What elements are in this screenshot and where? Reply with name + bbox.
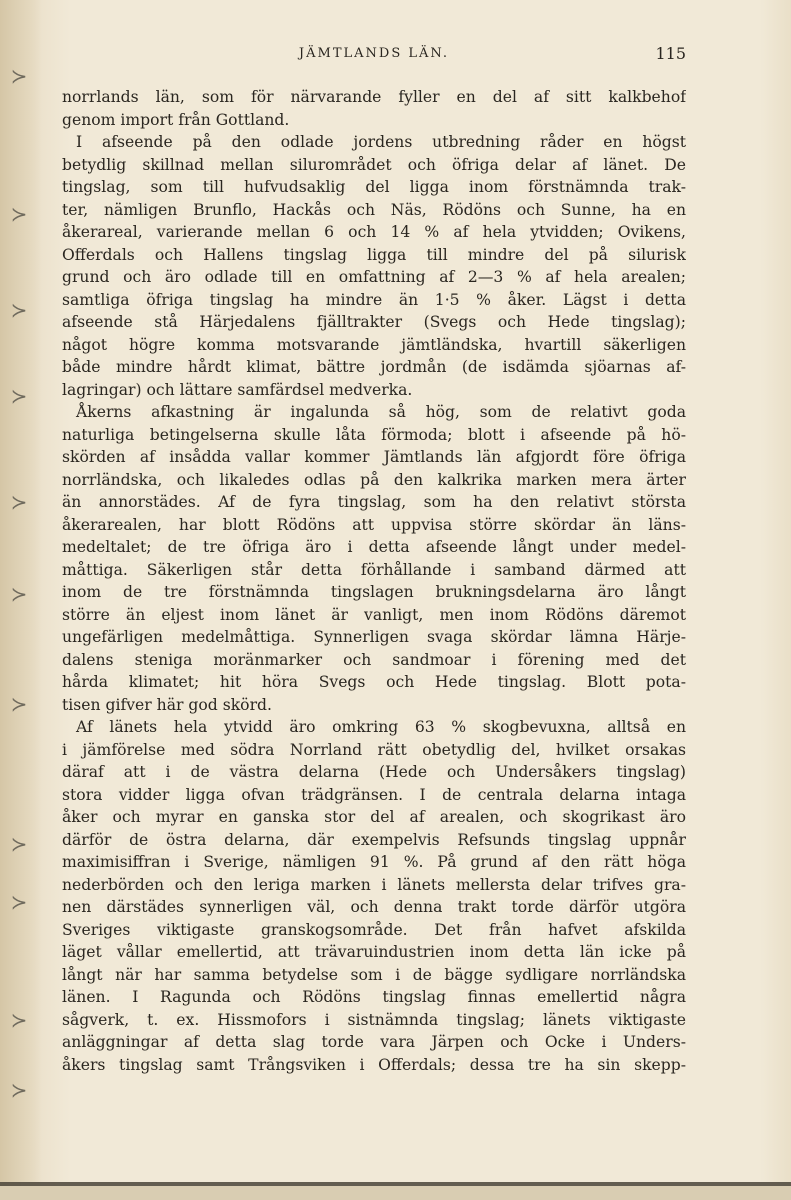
text-line: inom de tre förstnämnda tingslagen brukningsdelarna äro långt bbox=[62, 583, 686, 601]
text-line: ter, nämligen Brunflo, Hackås och Näs, Rödöns och Sunne, ha en bbox=[62, 200, 686, 219]
text-line: åkers tingslag samt Trångsviken i Offerdals; dessa tre ha sin skepp- bbox=[62, 1055, 686, 1074]
text-line: åkerarealen, har blott Rödöns att uppvisa större skördar än läns- bbox=[62, 515, 686, 534]
text-line: skörden af insådda vallar kommer Jämtlands län afgjordt före öfriga bbox=[62, 448, 686, 466]
text-line: tingslag, som till hufvudsaklig del ligga inom förstnämnda trak- bbox=[62, 178, 686, 196]
text-line: Offerdals och Hallens tingslag ligga till mindre del på silurisk bbox=[62, 245, 686, 264]
binding-stub-mark: ≻ bbox=[10, 64, 28, 88]
binding-stub-mark: ≻ bbox=[10, 692, 28, 716]
text-line: läget vållar emellertid, att trävaruindustrien inom detta län icke på bbox=[62, 943, 686, 961]
text-line: genom import från Gottland. bbox=[62, 110, 290, 129]
binding-stub-mark: ≻ bbox=[10, 1008, 28, 1032]
text-line: dalens steniga moränmarker och sandmoar i förening med det bbox=[62, 650, 686, 669]
text-line: åkerareal, varierande mellan 6 och 14 % af hela ytvidden; Ovikens, bbox=[62, 223, 686, 241]
page-number: 115 bbox=[655, 44, 686, 63]
page-header bbox=[62, 46, 686, 68]
binding-stub-mark: ≻ bbox=[10, 298, 28, 322]
text-line: däraf att i de västra delarna (Hede och Undersåkers tingslag) bbox=[62, 763, 686, 781]
text-line: medeltalet; de tre öfriga äro i detta afseende långt under medel- bbox=[62, 538, 686, 556]
text-line: anläggningar af detta slag torde vara Järpen och Ocke i Unders- bbox=[62, 1033, 686, 1051]
binding-stub-mark: ≻ bbox=[10, 582, 28, 606]
binding-stub-mark: ≻ bbox=[10, 490, 28, 514]
text-line: lagringar) och lättare samfärdsel medverka. bbox=[62, 380, 413, 399]
page-bottom-edge bbox=[0, 1186, 791, 1200]
text-line: nederbörden och den leriga marken i länets mellersta delar trifves gra- bbox=[62, 875, 686, 894]
text-line: måttiga. Säkerligen står detta förhållande i samband därmed att bbox=[62, 560, 686, 579]
text-line: både mindre hårdt klimat, bättre jordmån (de isdämda sjöarnas af- bbox=[62, 358, 686, 376]
binding-stub-mark: ≻ bbox=[10, 384, 28, 408]
text-line: afseende stå Härjedalens fjälltrakter (Svegs och Hede tingslag); bbox=[62, 313, 686, 331]
text-line: ungefärligen medelmåttiga. Synnerligen svaga skördar lämna Härje- bbox=[62, 628, 686, 646]
text-line: grund och äro odlade till en omfattning af 2—3 % af hela arealen; bbox=[62, 268, 686, 286]
text-line: Sveriges viktigaste granskogsområde. Det från hafvet afskilda bbox=[62, 920, 686, 939]
binding-stub-mark: ≻ bbox=[10, 202, 28, 226]
text-line: I afseende på den odlade jordens utbredning råder en högst bbox=[76, 133, 686, 151]
body-text bbox=[62, 86, 686, 1076]
text-line: sågverk, t. ex. Hissmofors i sistnämnda tingslag; länets viktigaste bbox=[62, 1010, 686, 1029]
text-line: något högre komma motsvarande jämtländska, hvartill säkerligen bbox=[62, 335, 686, 354]
text-line: norrländska, och likaledes odlas på den kalkrika marken mera ärter bbox=[62, 470, 686, 489]
text-line: betydlig skillnad mellan silurområdet och öfriga delar af länet. De bbox=[62, 155, 686, 174]
text-line: naturliga betingelserna skulle låta förmoda; blott i afseende på hö- bbox=[62, 425, 686, 444]
text-line: länen. I Ragunda och Rödöns tingslag finnas emellertid några bbox=[62, 988, 686, 1006]
text-line: nen därstädes synnerligen väl, och denna trakt torde därför utgöra bbox=[62, 898, 686, 916]
text-line: stora vidder ligga ofvan trädgränsen. I de centrala delarna intaga bbox=[62, 785, 686, 804]
text-line: än annorstädes. Af de fyra tingslag, som ha den relativt största bbox=[62, 493, 686, 511]
text-line: därför de östra delarna, där exempelvis Refsunds tingslag uppnår bbox=[62, 830, 686, 849]
running-head: JÄMTLANDS LÄN. bbox=[298, 46, 450, 61]
text-line: åker och myrar en ganska stor del af arealen, och skogrikast äro bbox=[62, 808, 686, 826]
text-line: i jämförelse med södra Norrland rätt obetydlig del, hvilket orsakas bbox=[62, 740, 686, 759]
text-line: samtliga öfriga tingslag ha mindre än 1·5 % åker. Lägst i detta bbox=[62, 290, 686, 309]
binding-stub-mark: ≻ bbox=[10, 890, 28, 914]
text-line: större än eljest inom länet är vanligt, men inom Rödöns däremot bbox=[62, 605, 686, 624]
text-line: Åkerns afkastning är ingalunda så hög, som de relativt goda bbox=[76, 403, 686, 421]
text-line: långt när har samma betydelse som i de bägge sydligare norrländska bbox=[62, 965, 686, 984]
text-line: norrlands län, som för närvarande fyller en del af sitt kalkbehof bbox=[62, 88, 686, 106]
binding-stub-mark: ≻ bbox=[10, 1078, 28, 1102]
text-line: tisen gifver här god skörd. bbox=[62, 695, 272, 714]
binding-stub-mark: ≻ bbox=[10, 832, 28, 856]
text-line: Af länets hela ytvidd äro omkring 63 % skogbevuxna, alltså en bbox=[76, 718, 686, 736]
text-line: hårda klimatet; hit höra Svegs och Hede tingslag. Blott pota- bbox=[62, 673, 686, 691]
text-line: maximisiffran i Sverige, nämligen 91 %. På grund af den rätt höga bbox=[62, 853, 686, 871]
binding-edge bbox=[0, 0, 42, 1200]
